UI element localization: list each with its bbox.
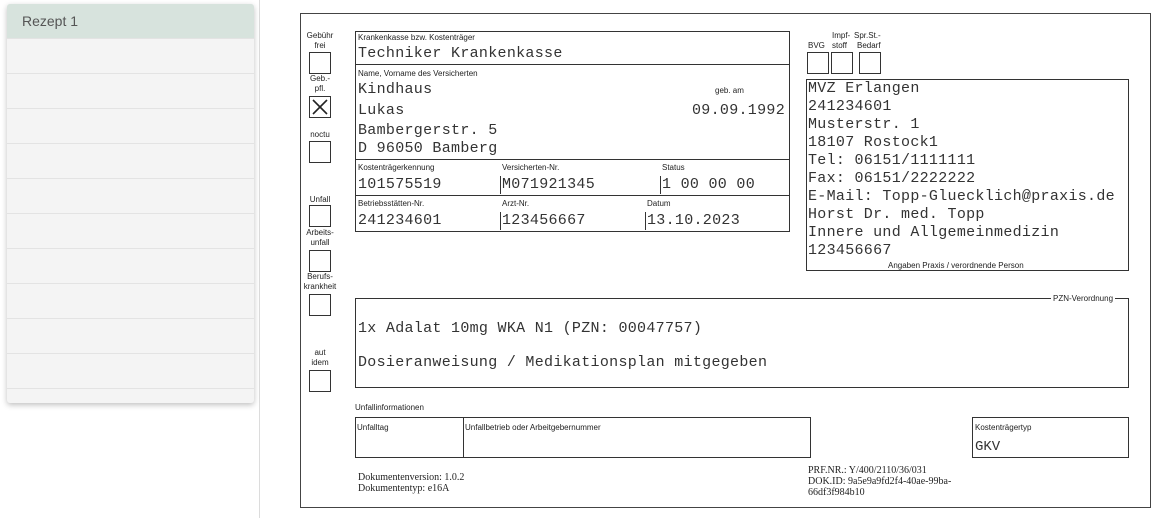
prescription-form xyxy=(300,13,1151,508)
insured-no-value[interactable]: M071921345 xyxy=(502,176,596,193)
divider xyxy=(355,64,790,65)
list-item[interactable] xyxy=(7,179,254,214)
list-item[interactable] xyxy=(7,284,254,319)
status-value[interactable]: 1 00 00 00 xyxy=(662,176,756,193)
prf-nr: PRF.NR.: Y/400/2110/36/031 xyxy=(808,465,927,476)
divider xyxy=(500,212,501,230)
practice-street: Musterstr. 1 xyxy=(808,116,920,133)
accident-day-label: Unfalltag xyxy=(357,423,389,432)
noctu-label: noctu xyxy=(310,130,330,139)
berufskrankheit-checkbox[interactable] xyxy=(309,294,331,316)
noctu-checkbox[interactable] xyxy=(309,141,331,163)
payer-type-label: Kostenträgertyp xyxy=(975,423,1032,432)
divider xyxy=(463,417,464,458)
impf-label: Impf- xyxy=(832,31,851,40)
sidebar xyxy=(0,0,260,518)
practice-caption: Angaben Praxis / verordnende Person xyxy=(888,261,1024,270)
impfstoff-checkbox[interactable] xyxy=(831,52,853,74)
document-ids xyxy=(808,465,951,498)
aut-idem-label: aut idem xyxy=(311,348,329,367)
payer-id-value[interactable]: 101575519 xyxy=(358,176,442,193)
unfall-label: Unfall xyxy=(309,195,331,204)
divider xyxy=(645,212,646,230)
bvg-checkbox[interactable] xyxy=(807,52,829,74)
doc-version: Dokumentenversion: 1.0.2 xyxy=(358,472,465,483)
lanr-label: Arzt-Nr. xyxy=(502,199,530,208)
prescription-list xyxy=(7,4,254,403)
insurance-label: Krankenkasse bzw. Kostenträger xyxy=(358,33,475,42)
divider xyxy=(500,176,501,194)
payer-id-label: Kostenträgerkennung xyxy=(358,163,435,172)
unfall-checkbox[interactable] xyxy=(309,205,331,227)
practice-phone: Tel: 06151/1111111 xyxy=(808,152,976,169)
insurance-value[interactable]: Techniker Krankenkasse xyxy=(358,45,563,62)
list-item[interactable] xyxy=(7,144,254,179)
status-label: Status xyxy=(662,163,685,172)
divider xyxy=(355,159,790,160)
accident-info-label: Unfallinformationen xyxy=(355,403,424,412)
practice-city: 18107 Rostock1 xyxy=(808,134,939,151)
pzn-caption: PZN-Verordnung xyxy=(1053,294,1114,303)
date-label: Datum xyxy=(647,199,671,208)
city-value[interactable]: D 96050 Bamberg xyxy=(358,140,498,157)
accident-employer-label: Unfallbetrieb oder Arbeitgebernummer xyxy=(465,423,601,432)
bvg-label: BVG xyxy=(808,41,825,50)
street-value[interactable]: Bambergerstr. 5 xyxy=(358,122,498,139)
practice-bsnr: 241234601 xyxy=(808,98,892,115)
bsnr-value[interactable]: 241234601 xyxy=(358,212,442,229)
prescription-line-2[interactable]: Dosieranweisung / Medikationsplan mitgegeben xyxy=(358,354,768,371)
document-info xyxy=(358,472,464,494)
list-item[interactable] xyxy=(7,319,254,354)
spr-label-2: Bedarf xyxy=(857,41,881,50)
practice-name: MVZ Erlangen xyxy=(808,80,920,97)
list-item-rezept-1[interactable]: Rezept 1 xyxy=(7,4,254,39)
list-item[interactable] xyxy=(7,109,254,144)
list-item[interactable] xyxy=(7,249,254,284)
practice-email: E-Mail: Topp-Gluecklich@praxis.de xyxy=(808,188,1115,205)
list-item[interactable] xyxy=(7,214,254,249)
gebuehr-frei-checkbox[interactable] xyxy=(309,52,331,74)
divider xyxy=(355,195,790,196)
divider xyxy=(660,176,661,194)
name-label: Name, Vorname des Versicherten xyxy=(358,69,478,78)
doctor-name: Horst Dr. med. Topp xyxy=(808,206,985,223)
geb-pfl-label: Geb.- pfl. xyxy=(309,74,330,93)
last-name-value[interactable]: Kindhaus xyxy=(358,81,433,98)
insured-no-label: Versicherten-Nr. xyxy=(502,163,560,172)
list-item[interactable] xyxy=(7,354,254,389)
aut-idem-checkbox[interactable] xyxy=(309,370,331,392)
doctor-specialty: Innere und Allgemeinmedizin xyxy=(808,224,1060,241)
sprechstundenbedarf-checkbox[interactable] xyxy=(859,52,881,74)
list-item[interactable] xyxy=(7,74,254,109)
bsnr-label: Betriebsstätten-Nr. xyxy=(358,199,425,208)
date-value[interactable]: 13.10.2023 xyxy=(647,212,741,229)
doctor-lanr: 123456667 xyxy=(808,242,892,259)
list-item[interactable] xyxy=(7,39,254,74)
arbeitsunfall-label: Arbeits- unfall xyxy=(306,228,334,247)
berufskrankheit-label: Berufs- krankheit xyxy=(303,272,337,291)
dok-id-2: 66df3f984b10 xyxy=(808,487,865,498)
practice-details[interactable] xyxy=(808,80,1115,260)
arbeitsunfall-checkbox[interactable] xyxy=(309,250,331,272)
check-x-icon xyxy=(310,97,330,117)
prescription-block[interactable] xyxy=(355,298,1129,388)
gebuehr-frei-label: Gebühr frei xyxy=(306,31,334,50)
prescription-line-1[interactable]: 1x Adalat 10mg WKA N1 (PZN: 00047757) xyxy=(358,320,703,337)
dok-id: DOK.ID: 9a5e9a9fd2f4-40ae-99ba- xyxy=(808,476,952,487)
spr-label: Spr.St.- xyxy=(854,31,881,40)
lanr-value[interactable]: 123456667 xyxy=(502,212,586,229)
dob-value[interactable]: 09.09.1992 xyxy=(692,102,786,119)
doc-type: Dokumententyp: e16A xyxy=(358,483,450,494)
first-name-value[interactable]: Lukas xyxy=(358,102,405,119)
payer-type-value[interactable]: GKV xyxy=(975,439,1001,455)
practice-fax: Fax: 06151/2222222 xyxy=(808,170,976,187)
dob-label: geb. am xyxy=(715,86,744,95)
geb-pfl-checkbox[interactable] xyxy=(309,96,331,118)
impf-label-2: stoff xyxy=(832,41,847,50)
